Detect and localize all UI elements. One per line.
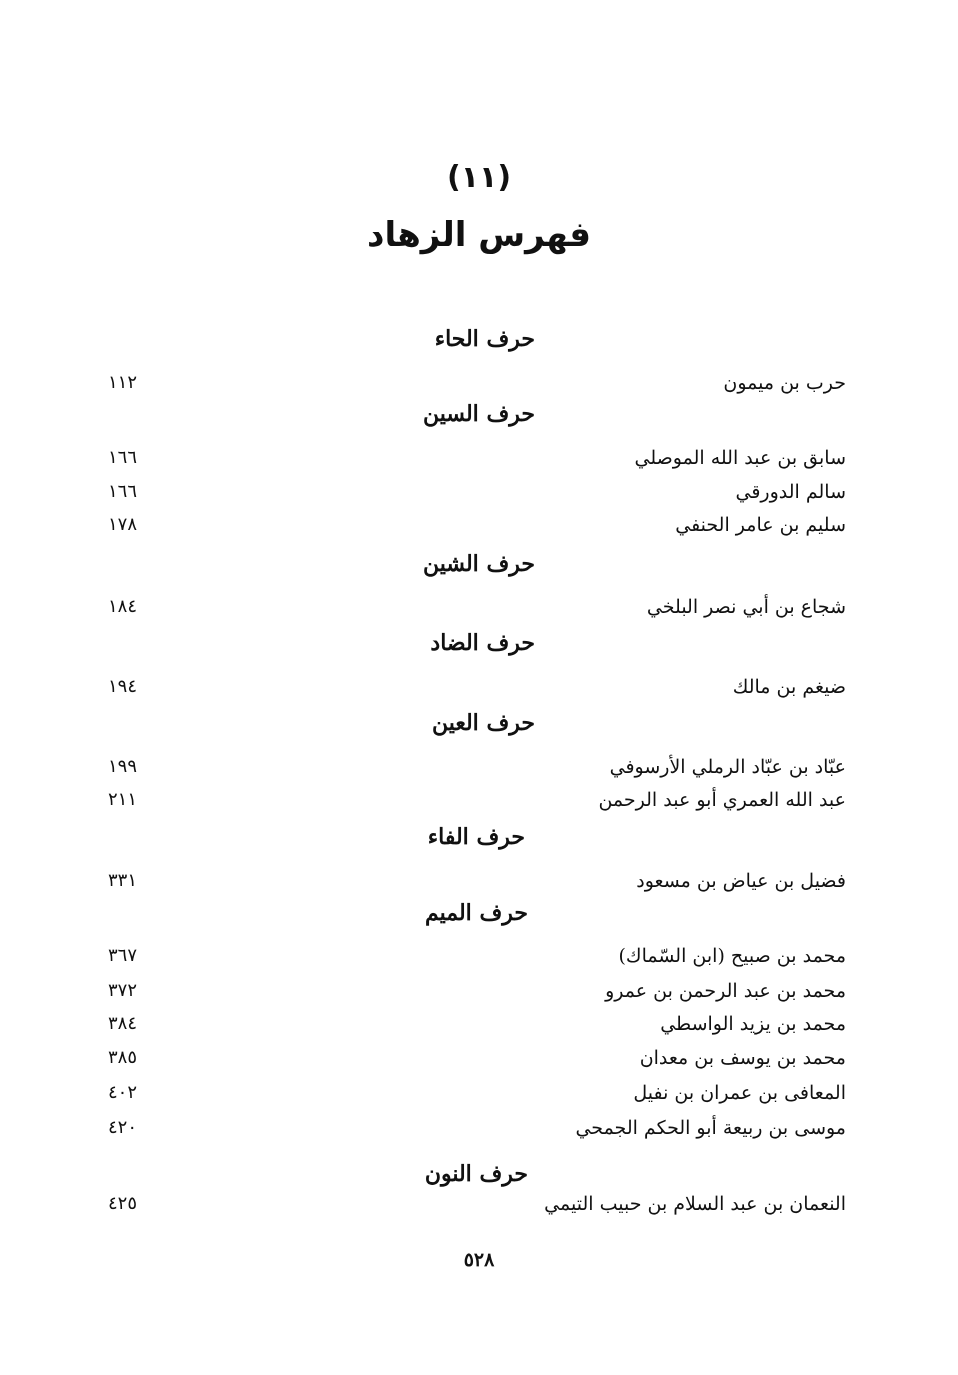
entry-page: ٣٣١ [108, 870, 138, 891]
entry-name: حرب بن ميمون [723, 372, 846, 394]
entry-page: ٤٠٢ [108, 1082, 138, 1103]
entry-page: ٤٢٠ [108, 1117, 138, 1138]
entry-name: عبّاد بن عبّاد الرملي الأرسوفي [609, 756, 846, 778]
entry-name: شجاع بن أبي نصر البلخي [646, 596, 846, 618]
page-number: ٥٢٨ [463, 1249, 495, 1271]
section-heading-ayn: حرف العين [431, 710, 535, 736]
entry-page: ٣٧٢ [108, 980, 138, 1001]
entry-name: فضيل بن عياض بن مسعود [636, 870, 846, 892]
entry-page: ٢١١ [108, 789, 138, 810]
entry-name: سليم بن عامر الحنفي [675, 514, 846, 536]
entry-name: محمد بن يوسف بن معدان [639, 1047, 846, 1069]
section-heading-haa: حرف الحاء [434, 326, 535, 352]
entry-page: ١١٢ [108, 372, 138, 393]
entry-page: ٣٦٧ [108, 945, 138, 966]
entry-page: ١٦٦ [108, 481, 138, 502]
entry-name: موسى بن ربيعة أبو الحكم الجمحي [575, 1117, 846, 1139]
section-number: (١١) [446, 160, 512, 195]
entry-page: ١٨٤ [108, 596, 138, 617]
entry-name: عبد الله العمري أبو عبد الرحمن [598, 789, 846, 811]
entry-page: ٤٢٥ [108, 1193, 138, 1214]
entry-page: ٣٨٤ [108, 1013, 138, 1034]
entry-page: ١٩٩ [108, 756, 138, 777]
entry-name: ضيغم بن مالك [732, 676, 846, 698]
entry-name: سالم الدورقي [735, 481, 846, 503]
section-heading-seen: حرف السين [422, 401, 535, 427]
entry-name: سابق بن عبد الله الموصلي [634, 447, 846, 469]
section-heading-sheen: حرف الشين [422, 551, 535, 577]
entry-page: ٣٨٥ [108, 1047, 138, 1068]
entry-name: المعافى بن عمران بن نفيل [633, 1082, 846, 1104]
entry-name: محمد بن عبد الرحمن بن عمرو [605, 980, 846, 1002]
entry-page: ١٧٨ [108, 514, 138, 535]
entry-name: النعمان بن عبد السلام بن حبيب التيمي [544, 1193, 846, 1215]
entry-name: محمد بن يزيد الواسطي [660, 1013, 846, 1035]
page-title: فهرس الزهاد [367, 215, 591, 255]
section-heading-noon: حرف النون [424, 1161, 528, 1187]
entry-page: ١٦٦ [108, 447, 138, 468]
section-heading-faa: حرف الفاء [427, 824, 525, 850]
entry-name: محمد بن صبيح (ابن السّماك) [618, 945, 846, 967]
section-heading-daad: حرف الضاد [430, 630, 535, 656]
section-heading-meem: حرف الميم [424, 900, 528, 926]
entry-page: ١٩٤ [108, 676, 138, 697]
